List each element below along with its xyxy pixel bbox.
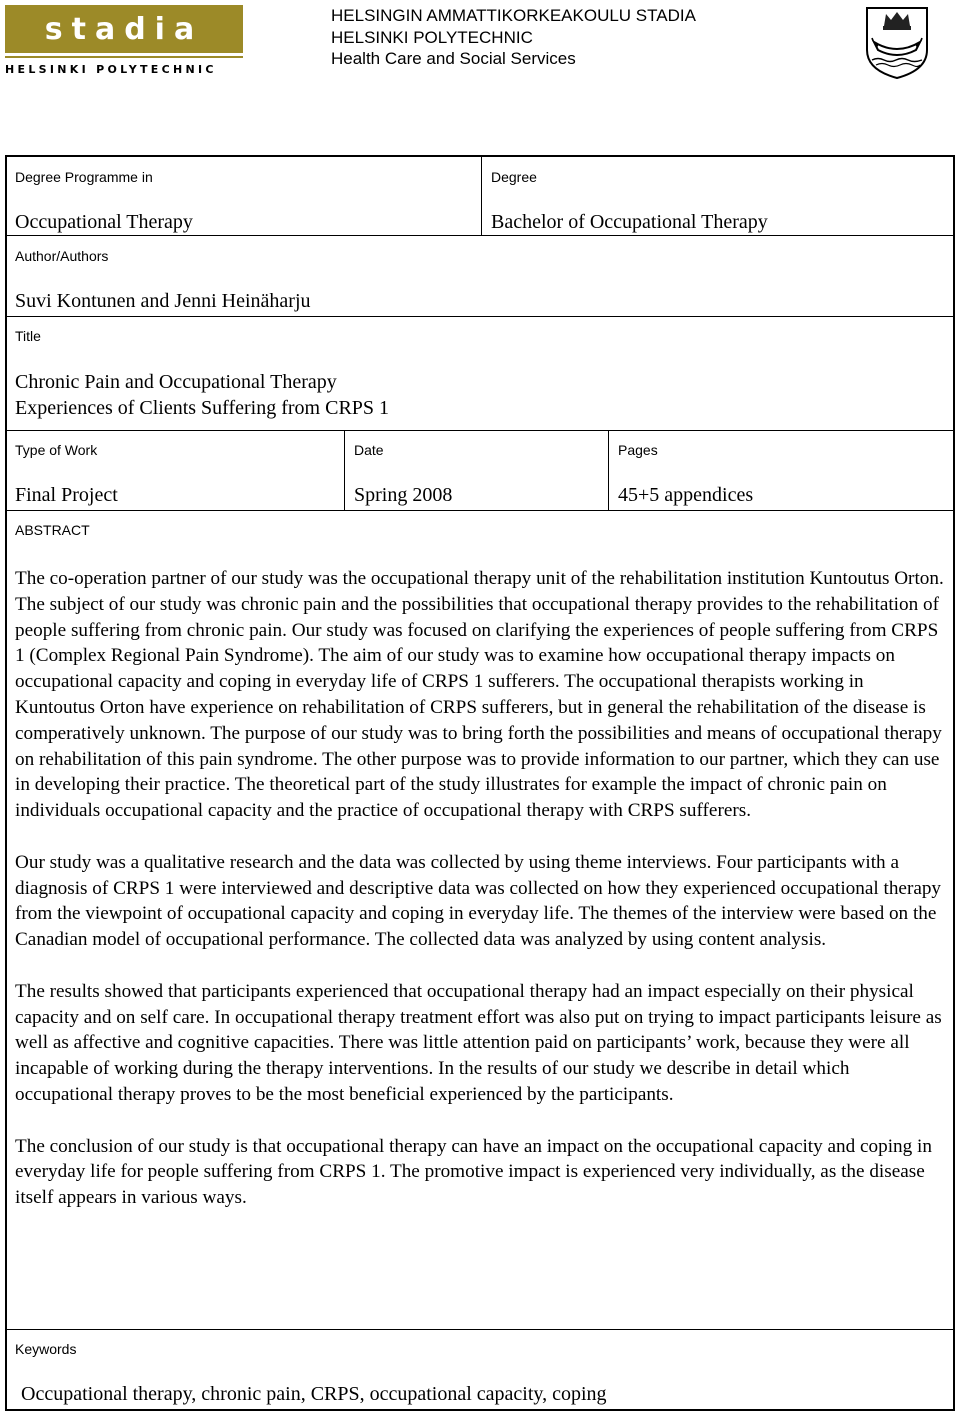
pages-label: Pages [618, 442, 658, 458]
institution-block [331, 5, 696, 70]
column-divider [344, 430, 345, 510]
row-divider [7, 235, 953, 236]
author-value: Suvi Kontunen and Jenni Heinäharju [15, 290, 311, 312]
institution-line-2: HELSINKI POLYTECHNIC [331, 27, 533, 47]
abstract-paragraph: Our study was a qualitative research and the data was collected by using theme interviews. Four participants with a diagnosis of CRPS 1 were interviewed and descriptive data was collected on how they experienced occupational therapy from the viewpoint of occupational capacity and coping in everyday life. The themes of the interview were based on the Canadian model of occupational performance. The collected data was analyzed by using content analysis. [15, 851, 942, 951]
type-of-work-label: Type of Work [15, 442, 98, 458]
column-divider [481, 157, 482, 235]
thesis-abstract-form [5, 155, 955, 1411]
degree-value: Bachelor of Occupational Therapy [491, 211, 768, 233]
abstract-paragraph: The conclusion of our study is that occupational therapy can have an impact on the occupational capacity and coping in everyday life for people suffering from CRPS 1. The promotive impact is experienced very individually, as the disease itself appears in various ways. [15, 1135, 932, 1209]
row-divider [7, 510, 953, 511]
type-of-work-value: Final Project [15, 484, 118, 506]
logo-rule [5, 56, 243, 58]
keywords-value: Occupational therapy, chronic pain, CRPS, occupational capacity, coping [21, 1383, 607, 1405]
abstract-label: ABSTRACT [15, 522, 90, 538]
date-value: Spring 2008 [354, 484, 453, 506]
author-label: Author/Authors [15, 248, 109, 264]
row-divider [7, 430, 953, 431]
title-label: Title [15, 328, 41, 344]
title-line-2: Experiences of Clients Suffering from CRPS 1 [15, 397, 390, 419]
date-label: Date [354, 442, 384, 458]
helsinki-coat-of-arms-icon [864, 6, 930, 80]
stadia-logo [5, 5, 243, 81]
programme-label: Degree Programme in [15, 169, 153, 185]
pages-value: 45+5 appendices [618, 484, 754, 506]
abstract-paragraph: The results showed that participants experienced that occupational therapy had an impact especially on their physical capacity and on self care. In occupational therapy treatment effort was also put on trying to impact participants leisure as well as affective and cognitive capacities. There was little attention paid on participants’ work, because they were all incapable of working during the therapy interventions. In the results of our study we describe in detail which occupational therapy proves to be the most beneficial experienced by the participants. [15, 980, 942, 1105]
institution-line-1: HELSINGIN AMMATTIKORKEAKOULU STADIA [331, 6, 696, 25]
keywords-label: Keywords [15, 1341, 77, 1357]
abstract-paragraph: The co-operation partner of our study was the occupational therapy unit of the rehabilitation institution Kuntoutus Orton. The subject of our study was chronic pain and the possibilities that occupational therapy provides to the rehabilitation of people suffering from chronic pain. Our study was focused on clarifying the experiences of people suffering from CRPS 1 (Complex Regional Pain Syndrome). The aim of our study was to examine how occupational therapy impacts on occupational capacity and coping in everyday life of CRPS 1 sufferers. The occupational therapists working in Kuntoutus Orton have experience on rehabilitation of CRPS sufferers, but in general the rehabilitation of the disease is comperatively unknown. The purpose of our study was to bring forth the possibilities and means of occupational therapy on rehabilitation of this pain syndrome. The other purpose was to provide information to our partner, which they can use in developing their practice. The theoretical part of the study illustrates for example the impact of chronic pain on individuals occupational capacity and the practice of occupational therapy with CRPS sufferers. [15, 568, 944, 822]
row-divider [7, 316, 953, 317]
abstract-body [15, 566, 945, 1211]
logo-wordmark: stadia [44, 11, 204, 47]
title-line-1: Chronic Pain and Occupational Therapy [15, 371, 337, 393]
programme-value: Occupational Therapy [15, 211, 193, 233]
column-divider [608, 430, 609, 510]
institution-line-3: Health Care and Social Services [331, 49, 576, 68]
row-divider [7, 1329, 953, 1330]
logo-subtitle: HELSINKI POLYTECHNIC [5, 63, 217, 76]
degree-label: Degree [491, 169, 537, 185]
